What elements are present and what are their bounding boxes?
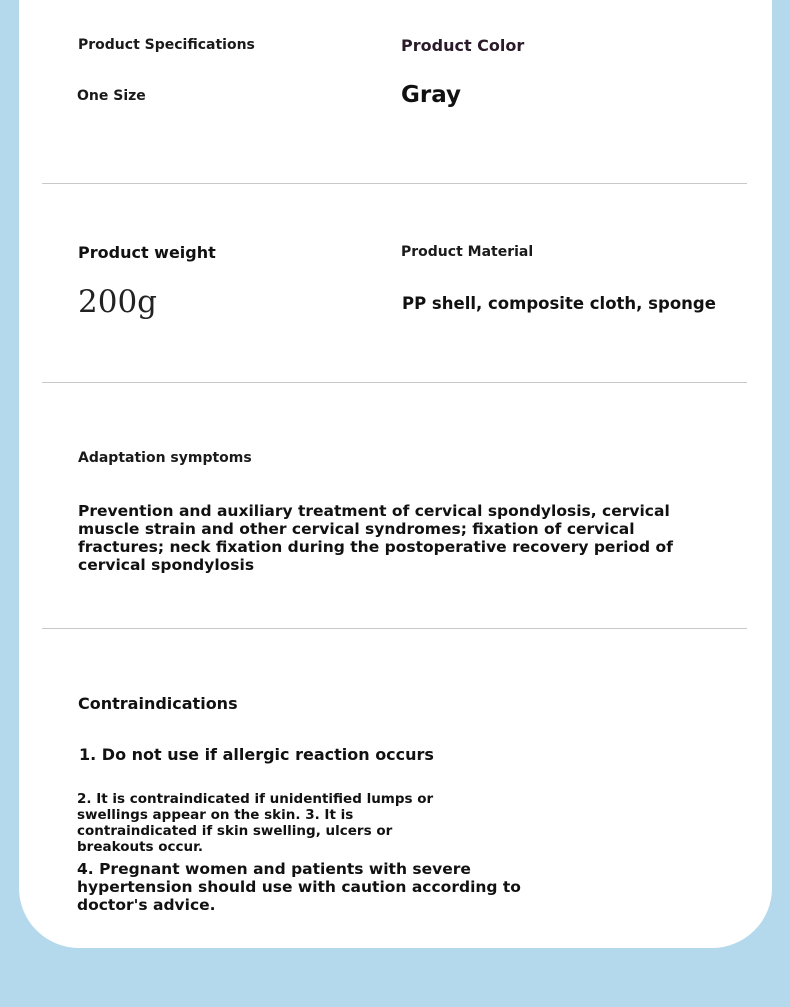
color-label: Product Color: [401, 36, 525, 55]
color-value: Gray: [401, 82, 462, 108]
material-value: PP shell, composite cloth, sponge: [402, 294, 716, 313]
section-divider: [42, 382, 747, 383]
weight-label: Product weight: [78, 243, 216, 262]
adaptation-text: Prevention and auxiliary treatment of cervical spondylosis, cervical muscle strain and other cervical syndromes; fixation of cervical fractures; neck fixation during the postoperative recovery period of cervical spondylosis: [78, 502, 673, 574]
weight-value: 200g: [78, 284, 158, 320]
specifications-label: Product Specifications: [78, 37, 255, 53]
contraindication-item-2-3: 2. It is contraindicated if unidentified lumps or swellings appear on the skin. 3. It is contraindicated if skin swelling, ulcers or breakouts occur.: [77, 791, 434, 855]
product-info-card: [19, 0, 772, 948]
contraindication-item-4: 4. Pregnant women and patients with severe hypertension should use with caution according to doctor's advice.: [77, 860, 521, 914]
section-divider: [42, 628, 747, 629]
section-divider: [42, 183, 747, 184]
adaptation-label: Adaptation symptoms: [78, 450, 252, 466]
material-label: Product Material: [401, 244, 534, 260]
specifications-value: One Size: [77, 88, 146, 104]
contraindication-item-1: 1. Do not use if allergic reaction occurs: [79, 745, 434, 764]
contraindications-label: Contraindications: [78, 694, 238, 713]
